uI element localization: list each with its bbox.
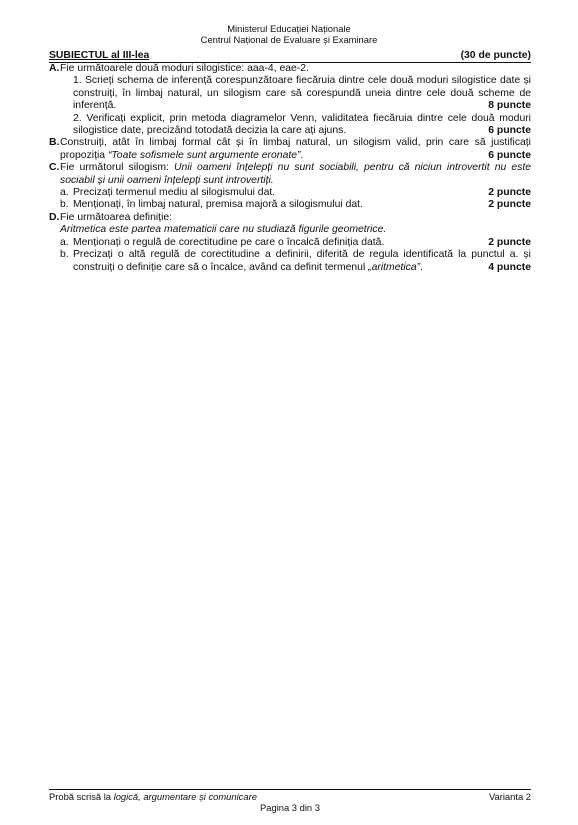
section-b-end: . <box>300 149 304 161</box>
section-d-item-a <box>60 237 531 249</box>
section-c-item-a <box>60 187 531 199</box>
subject-content <box>49 50 531 274</box>
section-c-item-b <box>60 199 531 211</box>
section-b-text: Construiți, atât în limbaj formal cât și în limbaj natural, un silogism valid, prin care să justificați propoziția <box>60 137 531 161</box>
section-a-item-1-text: 1. Scrieți schema de inferență corespunzătoare fiecăruia dintre cele două moduri silogistice date și construiți, în limbaj natural, un silogism care să corespundă uneia dintre cele două scheme de inferență. <box>73 75 531 112</box>
document-footer <box>49 789 531 813</box>
footer-exam-name <box>49 791 257 802</box>
section-b-label: B. <box>49 137 60 149</box>
section-b-points: 6 puncte <box>488 149 531 161</box>
section-a-item-1 <box>60 75 531 112</box>
section-d-item-b-term: „aritmetica” <box>368 261 421 273</box>
section-c <box>49 162 531 212</box>
section-a-item-2-text: 2. Verificați explicit, prin metoda diagramelor Venn, validitatea fiecăruia dintre cele două moduri silogistice date, precizând totodată decizia la care ați ajuns. <box>73 112 531 137</box>
section-c-label: C. <box>49 162 60 174</box>
section-a-label: A. <box>49 63 60 74</box>
section-d-item-a-text: Menționați o regulă de corectitudine pe care o încalcă definiția dată. <box>73 236 385 248</box>
section-c-item-b-points: 2 puncte <box>488 199 531 211</box>
section-d-item-b <box>60 249 531 274</box>
section-d-label: D. <box>49 211 60 223</box>
footer-exam-subject: logică, argumentare și comunicare <box>113 791 257 802</box>
subject-title: SUBIECTUL al III-lea <box>49 50 150 61</box>
section-a <box>49 63 531 137</box>
section-d-definition: Aritmetica este partea matematicii care nu studiază figurile geometrice. <box>60 224 387 236</box>
section-d-item-b-points: 4 puncte <box>488 261 531 273</box>
section-c-item-a-text: Precizați termenul mediu al silogismului dat. <box>73 187 276 199</box>
section-c-syllogism: Unii oameni înțelepți nu sunt sociabili, pentru că niciun introvertit nu este sociabil și unii oameni înțelepți sunt introvertiți. <box>60 162 531 186</box>
section-a-intro: Fie următoarele două moduri silogistice: aaa-4, eae-2. <box>60 63 309 74</box>
section-c-item-b-text: Menționați, în limbaj natural, premisa majoră a silogismului dat. <box>73 199 363 211</box>
center-name: Centrul Național de Evaluare și Examinare <box>200 34 378 45</box>
section-a-item-2-points: 6 puncte <box>488 125 531 137</box>
footer-variant: Varianta 2 <box>488 791 531 802</box>
ministry-name: Ministerul Educației Naționale <box>227 23 351 34</box>
section-c-item-a-label: a. <box>60 187 69 199</box>
section-a-item-1-points: 8 puncte <box>488 100 531 112</box>
footer-exam-prefix: Probă scrisă la <box>49 791 114 802</box>
section-b <box>49 137 531 162</box>
section-b-quote: “Toate sofismele sunt argumente eronate” <box>107 149 301 161</box>
section-d-item-a-label: a. <box>60 236 69 248</box>
section-c-item-b-label: b. <box>60 199 69 211</box>
section-d <box>49 212 531 274</box>
section-d-item-b-label: b. <box>60 249 69 261</box>
section-a-item-2 <box>60 113 531 138</box>
section-d-intro: Fie următoarea definiție: <box>60 211 173 223</box>
document-header <box>0 23 578 45</box>
footer-page-number: Pagina 3 din 3 <box>260 802 320 813</box>
section-d-item-a-points: 2 puncte <box>488 236 531 248</box>
section-d-item-b-text: Precizați o altă regulă de corectitudine a definirii, diferită de regula identificată la punctul a. și construiți o definiție care să o încalce, având ca definit termenul <box>73 249 531 273</box>
subject-total-points: (30 de puncte) <box>460 50 531 61</box>
subject-title-row <box>49 50 531 63</box>
section-c-intro: Fie următorul silogism: <box>60 162 175 174</box>
section-d-item-b-end: . <box>420 261 423 273</box>
section-c-item-a-points: 2 puncte <box>488 187 531 199</box>
